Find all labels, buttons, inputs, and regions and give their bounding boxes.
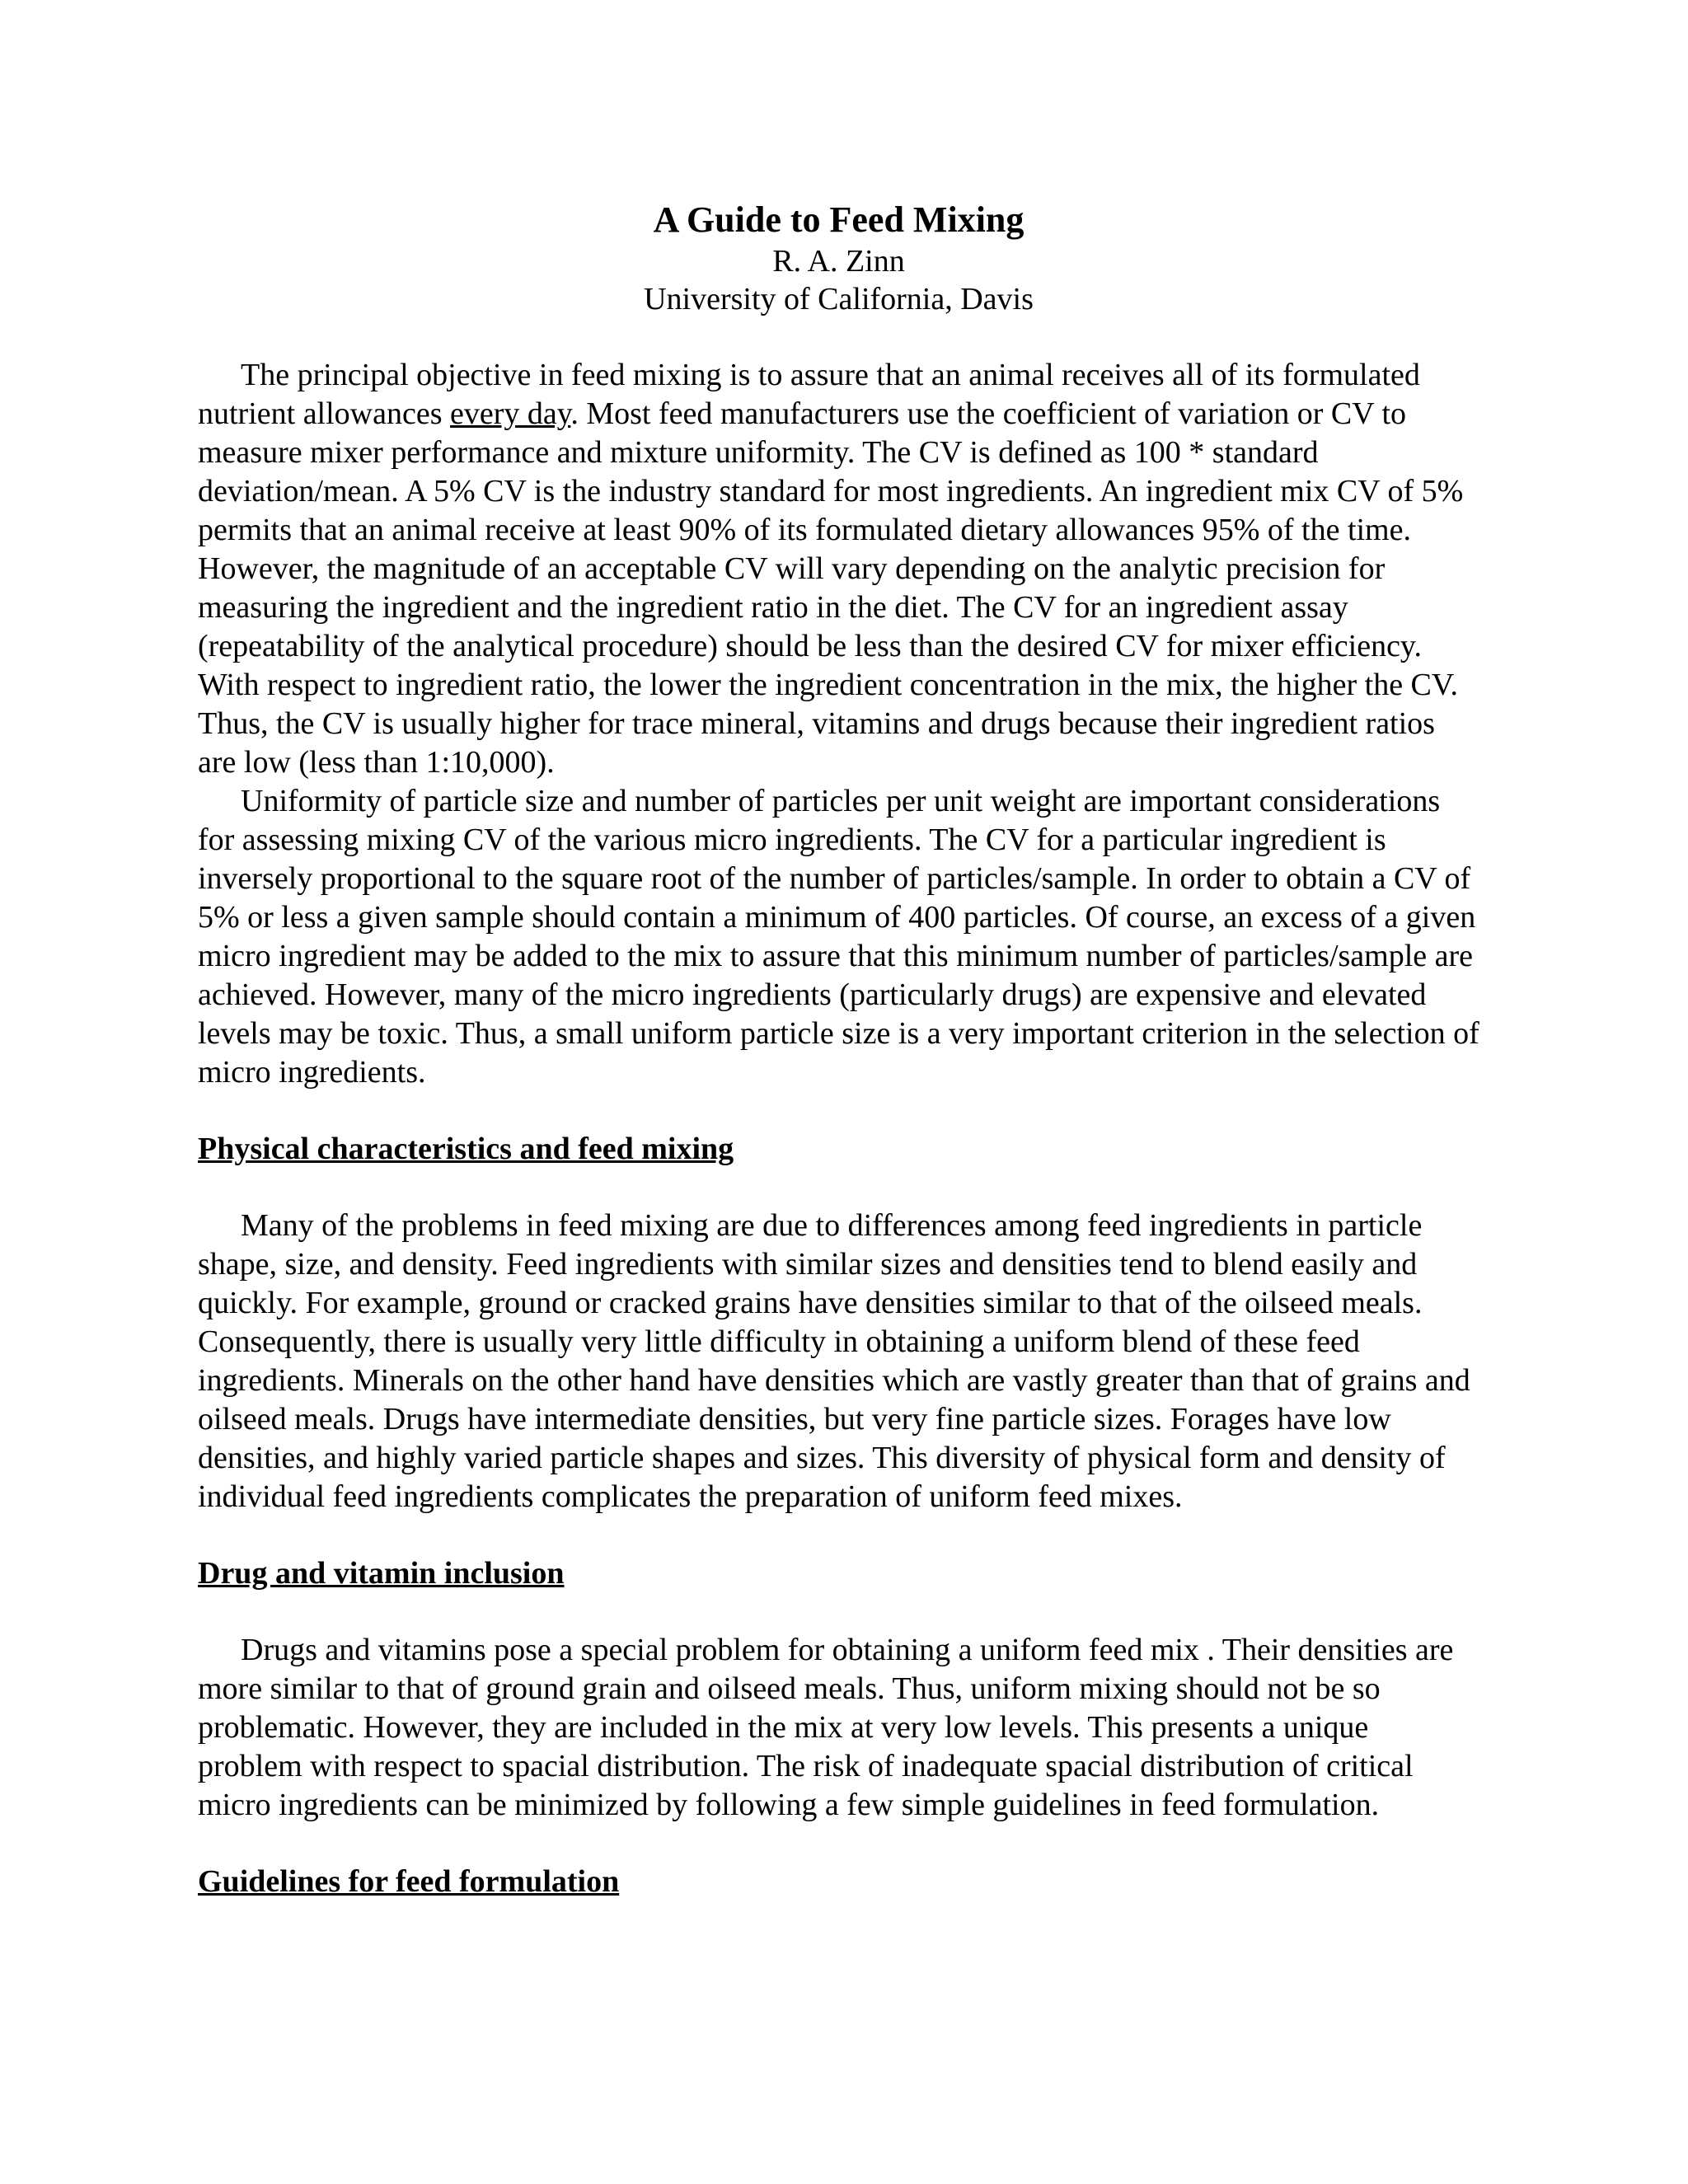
underlined-phrase: every day (450, 396, 571, 431)
intro-paragraph-1-start: The principal objective in feed mixing is to assure that an animal receives all of its formulated nutrient allowances (198, 358, 1420, 431)
section-paragraph-drug-vitamin-inclusion: Drugs and vitamins pose a special problem for obtaining a uniform feed mix . Their densities are more similar to that of ground grain and oilseed meals. Thus, uniform mixing should not be so problematic. However, they are included in the mix at very low levels. This presents a unique problem with respect to spacial distribution. The risk of inadequate spacial distribution of critical micro ingredients can be minimized by following a few simple guidelines in feed formulation. (198, 1633, 1454, 1822)
intro-paragraph-2: Uniformity of particle size and number of particles per unit weight are important considerations for assessing mixing CV of the various micro ingredients. The CV for a particular ingredient is inversely proportional to the square root of the number of particles/sample. In order to obtain a CV of 5% or less a given sample should contain a minimum of 400 particles. Of course, an excess of a given micro ingredient may be added to the mix to assure that this minimum number of particles/sample are achieved. However, many of the micro ingredients (particularly drugs) are expensive and elevated levels may be toxic. Thus, a small uniform particle size is a very important criterion in the selection of micro ingredients. (198, 784, 1479, 1090)
document-title: A Guide to Feed Mixing (653, 199, 1025, 240)
document-header (198, 198, 1479, 318)
section-heading-drug-vitamin-inclusion: Drug and vitamin inclusion (198, 1556, 565, 1591)
header-spacer (198, 318, 1479, 356)
document-page (198, 198, 1479, 1939)
intro-paragraph-1-end: . Most feed manufacturers use the coefficient of variation or CV to measure mixer performance and mixture uniformity. The CV is defined as 100 * standard deviation/mean. A 5% CV is the industry standard for most ingredients. An ingredient mix CV of 5% permits that an animal receive at least 90% of its formulated dietary allowances 95% of the time. However, the magnitude of an acceptable CV will vary depending on the analytic precision for measuring the ingredient and the ingredient ratio in the diet. The CV for an ingredient assay (repeatability of the analytical procedure) should be less than the desired CV for mixer efficiency. With respect to ingredient ratio, the lower the ingredient concentration in the mix, the higher the CV. Thus, the CV is usually higher for trace mineral, vitamins and drugs because their ingredient ratios are low (less than 1:10,000). (198, 396, 1464, 780)
author-affiliation: University of California, Davis (644, 282, 1034, 316)
section-heading-physical-characteristics: Physical characteristics and feed mixing (198, 1132, 734, 1166)
intro-paragraph-1 (198, 356, 1479, 782)
section-heading-guidelines-feed-formulation: Guidelines for feed formulation (198, 1864, 620, 1899)
author-name: R. A. Zinn (772, 244, 905, 279)
section-paragraph-physical-characteristics: Many of the problems in feed mixing are due to differences among feed ingredients in particle shape, size, and density. Feed ingredients with similar sizes and densities tend to blend easily and quickly. For example, ground or cracked grains have densities similar to that of the oilseed meals. Consequently, there is usually very little difficulty in obtaining a uniform blend of these feed ingredients. Minerals on the other hand have densities which are vastly greater than that of grains and oilseed meals. Drugs have intermediate densities, but very fine particle sizes. Forages have low densities, and highly varied particle shapes and sizes. This diversity of physical form and density of individual feed ingredients complicates the preparation of uniform feed mixes. (198, 1208, 1470, 1514)
